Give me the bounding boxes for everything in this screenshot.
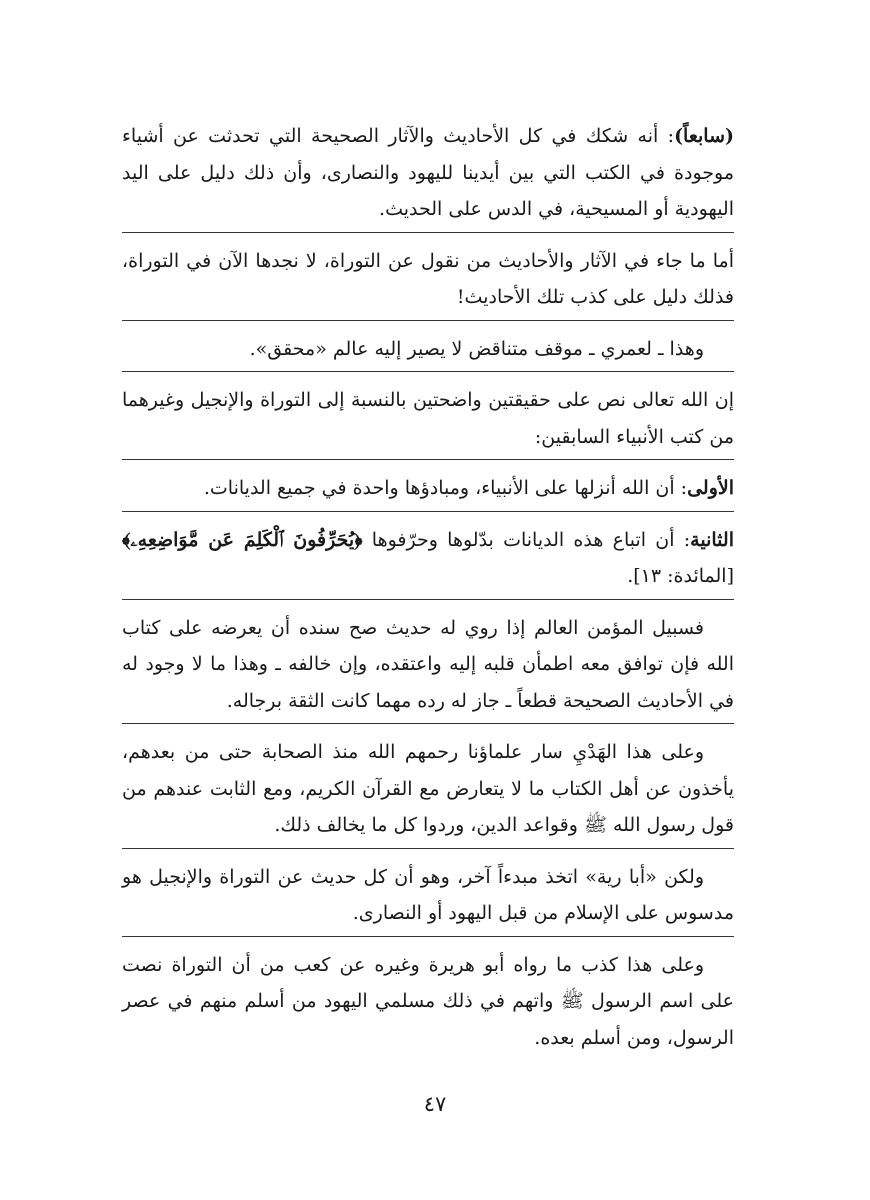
separator-line xyxy=(122,232,734,233)
lead-first: الأولى xyxy=(687,477,734,499)
separator-line xyxy=(122,511,734,512)
paragraph-1: (سابعاً): أنه شكك في كل الأحاديث والآثار الصحيحة التي تحدثت عن أشياء موجودة في الكتب التي بين أيدينا لليهود والنصارى، وأن ذلك دليل على اليد اليهودية أو المسيحية، في الدس على الحديث. xyxy=(122,125,734,220)
separator-line xyxy=(122,459,734,460)
paragraph-5: الأولى: أن الله أنزلها على الأنبياء، ومبادؤها واحدة في جميع الديانات. xyxy=(203,477,734,499)
separator-line xyxy=(122,848,734,849)
verse-reference: [المائدة: ١٣]. xyxy=(627,565,734,587)
paragraph-7: فسبيل المؤمن العالم إذا روي له حديث صح سنده أن يعرضه على كتاب الله فإن توافق معه اطمأن قلبه إليه واعتقده، وإن خالفه ـ وهذا ما لا وجود له في الأحاديث الصحيحة قطعاً ـ جاز له رده مهما كانت الثقة برجاله. xyxy=(122,616,734,712)
separator-line xyxy=(122,723,734,724)
paragraph-4: إن الله تعالى نص على حقيقتين واضحتين بالنسبة إلى التوراة والإنجيل وغيرهما من كتب الأنبياء السابقين: xyxy=(122,389,734,448)
quran-verse: ﴿يُحَرِّفُونَ ٱلْكَلِمَ عَن مَّوَاضِعِهِۦ﴾ xyxy=(122,528,363,551)
page-number: ٤٧ xyxy=(423,1092,447,1116)
separator-line xyxy=(122,599,734,600)
paragraph-3: وهذا ـ لعمري ـ موقف متناقض لا يصير إليه عالم «محقق». xyxy=(249,337,704,360)
paragraph-6: الثانية: أن اتباع هذه الديانات بدّلوها وحرّفوها ﴿يُحَرِّفُونَ ٱلْكَلِمَ عَن مَّوَاضِعِهِۦ﴾ [المائدة: ١٣]. xyxy=(122,528,734,587)
separator-line xyxy=(122,936,734,937)
separator-line xyxy=(122,320,734,321)
separator-line xyxy=(122,371,734,372)
paragraph-9: ولكن «أبا رية» اتخذ مبدءاً آخر، وهو أن كل حديث عن التوراة والإنجيل هو مدسوس على الإسلام من قبل اليهود أو النصارى. xyxy=(122,865,734,924)
lead-second: الثانية xyxy=(690,528,734,551)
page-body xyxy=(122,118,734,1060)
paragraph-10: وعلى هذا كذب ما رواه أبو هريرة وغيره عن كعب من أن التوراة نصت على اسم الرسول ﷺ واتهم في ذلك مسلمي اليهود من أسلم منهم في عصر الرسول، ومن أسلم بعده. xyxy=(122,953,734,1049)
paragraph-8: وعلى هذا الهَدْيِ سار علماؤنا رحمهم الله منذ الصحابة حتى من بعدهم، يأخذون عن أهل الكتاب ما لا يتعارض مع القرآن الكريم، ومع الثابت عندهم من قول رسول الله ﷺ وقواعد الدين، وردوا كل ما يخالف ذلك. xyxy=(122,741,734,836)
paragraph-2: أما ما جاء في الآثار والأحاديث من نقول عن التوراة، لا نجدها الآن في التوراة، فذلك دليل على كذب تلك الأحاديث! xyxy=(122,249,734,308)
section-lead-seventh: (سابعاً) xyxy=(674,125,734,147)
